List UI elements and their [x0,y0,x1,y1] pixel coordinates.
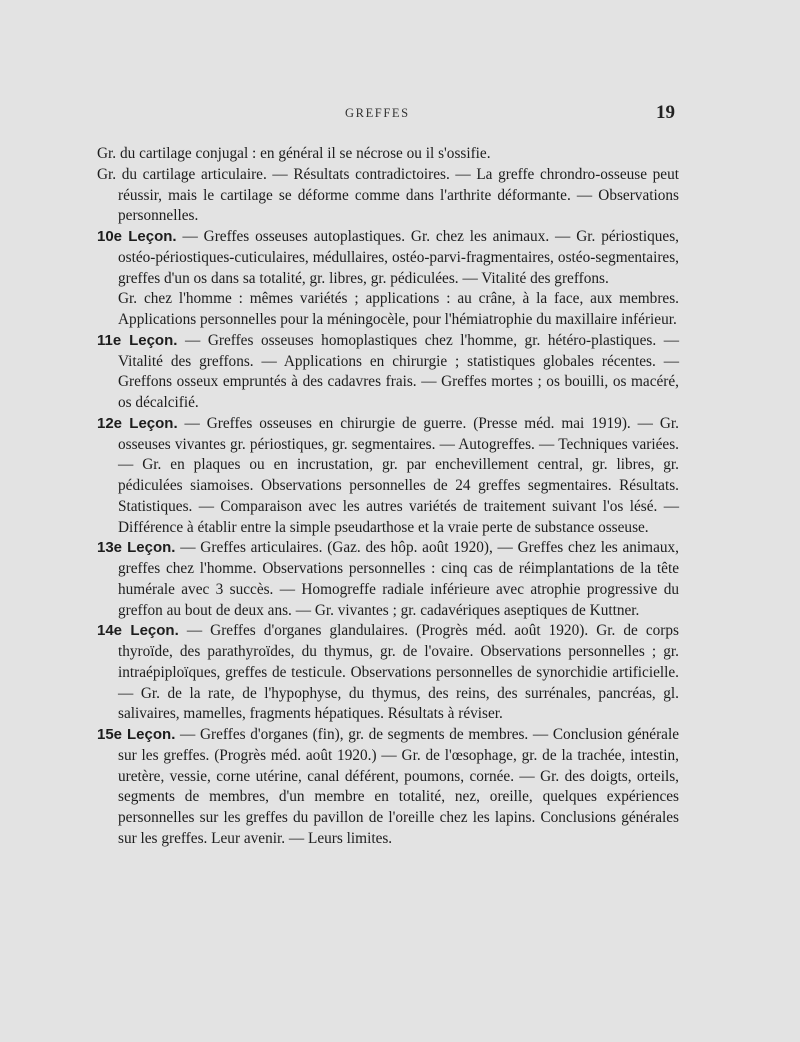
running-head: GREFFES [345,106,410,120]
lecon-text: — Greffes osseuses en chirurgie de guerre. (Presse méd. mai 1919). — Gr. osseuses vivantes gr. périostiques, gr. segmentaires. — Autogreffes. — Techniques variées. — Gr. en plaques ou en incrustation, gr. par enchevillement central, gr. libres, gr. pédiculées siamoises. Observations personnelles de 24 greffes segmentaires. Résultats. Statistiques. — Comparaison avec les autres variétés de traitement suivant l'os lésé. — Différence à établir entre la simple pseudarthose et la vraie perte de substance osseuse. [118,414,679,536]
lecon-15 [97,725,679,850]
lecon-label: 13e Leçon. [97,539,176,557]
lecon-12 [97,414,679,539]
lecon-text: — Greffes d'organes glandulaires. (Progrès méd. août 1920). Gr. de corps thyroïde, des parathyroïdes, du thymus, gr. de l'ovaire. Observations personnelles ; gr. intraépiploïques, greffes de testicule. Observations personnelles de synorchidie artificielle. — Gr. de la rate, de l'hypophyse, du thymus, des reins, des surrénales, pancréas, gl. salivaires, mamelles, fragments hépatiques. Résultats à réviser. [118,622,679,723]
page-number: 19 [656,102,675,123]
paragraph-text: Gr. chez l'homme : mêmes variétés ; applications : au crâne, à la face, aux membres. Applications personnelles pour la méningocèle, pour l'hémiatrophie du maxillaire inférieur. [118,290,679,328]
lecon-label: 10e Leçon. [97,228,177,245]
paragraph-text: Gr. du cartilage articulaire. — Résultats contradictoires. — La greffe chrondro-osseuse peut réussir, mais le cartilage se déforme comme dans l'arthrite déformante. — Observations personnelles. [97,165,679,225]
body-text [97,144,679,850]
lecon-text: — Greffes osseuses homoplastiques chez l'homme, gr. hétéro-plastiques. — Vitalité des greffons. — Applications en chirurgie ; statistiques globales récentes. — Greffons osseux empruntés à des cadavres frais. — Greffes mortes ; os bouilli, os macéré, os décalcifié. [118,331,679,411]
lecon-11 [97,331,679,414]
lecon-text: — Greffes d'organes (fin), gr. de segments de membres. — Conclusion générale sur les greffes. (Progrès méd. août 1920.) — Gr. de l'œsophage, gr. de la trachée, intestin, uretère, vessie, corne utérine, canal déférent, poumons, cornée. — Gr. des doigts, orteils, segments de membres, d'un membre en totalité, nez, oreille, quelques expériences personnelles sur les greffes du pavillon de l'oreille chez les lapins. Conclusions générales sur les greffes. Leur avenir. — Leurs limites. [118,726,679,847]
lecon-text: — Greffes osseuses autoplastiques. Gr. chez les animaux. — Gr. périostiques, ostéo-périostiques-cuticulaires, médullaires, ostéo-parvi-fragmentaires, ostéo-segmentaires, greffes d'un os dans sa totalité, gr. libres, gr. pédiculées. — Vitalité des greffons. [118,228,679,287]
lecon-label: 12e Leçon. [97,414,178,432]
page-header [0,102,800,128]
paragraph-text: Gr. du cartilage conjugal : en général il se nécrose ou il s'ossifie. [97,145,491,162]
paragraph-gr-chez-homme [97,289,679,331]
paragraph-cartilage-articulaire [97,165,679,227]
lecon-14 [97,621,679,725]
lecon-text: — Greffes articulaires. (Gaz. des hôp. août 1920), — Greffes chez les animaux, greffes chez l'homme. Observations personnelles : cinq cas de réimplantations de la tête humérale avec 3 succès. — Homogreffe radiale inférieure avec atrophie progressive du greffon au bout de deux ans. — Gr. vivantes ; gr. cadavériques aseptiques de Kuttner. [118,539,679,619]
lecon-label: 14e Leçon. [97,622,179,640]
lecon-10 [97,227,679,289]
lecon-13 [97,538,679,621]
lecon-label: 15e Leçon. [97,726,176,743]
lecon-label: 11e Leçon. [97,331,178,349]
paragraph-cartilage-conjugal [97,144,679,165]
